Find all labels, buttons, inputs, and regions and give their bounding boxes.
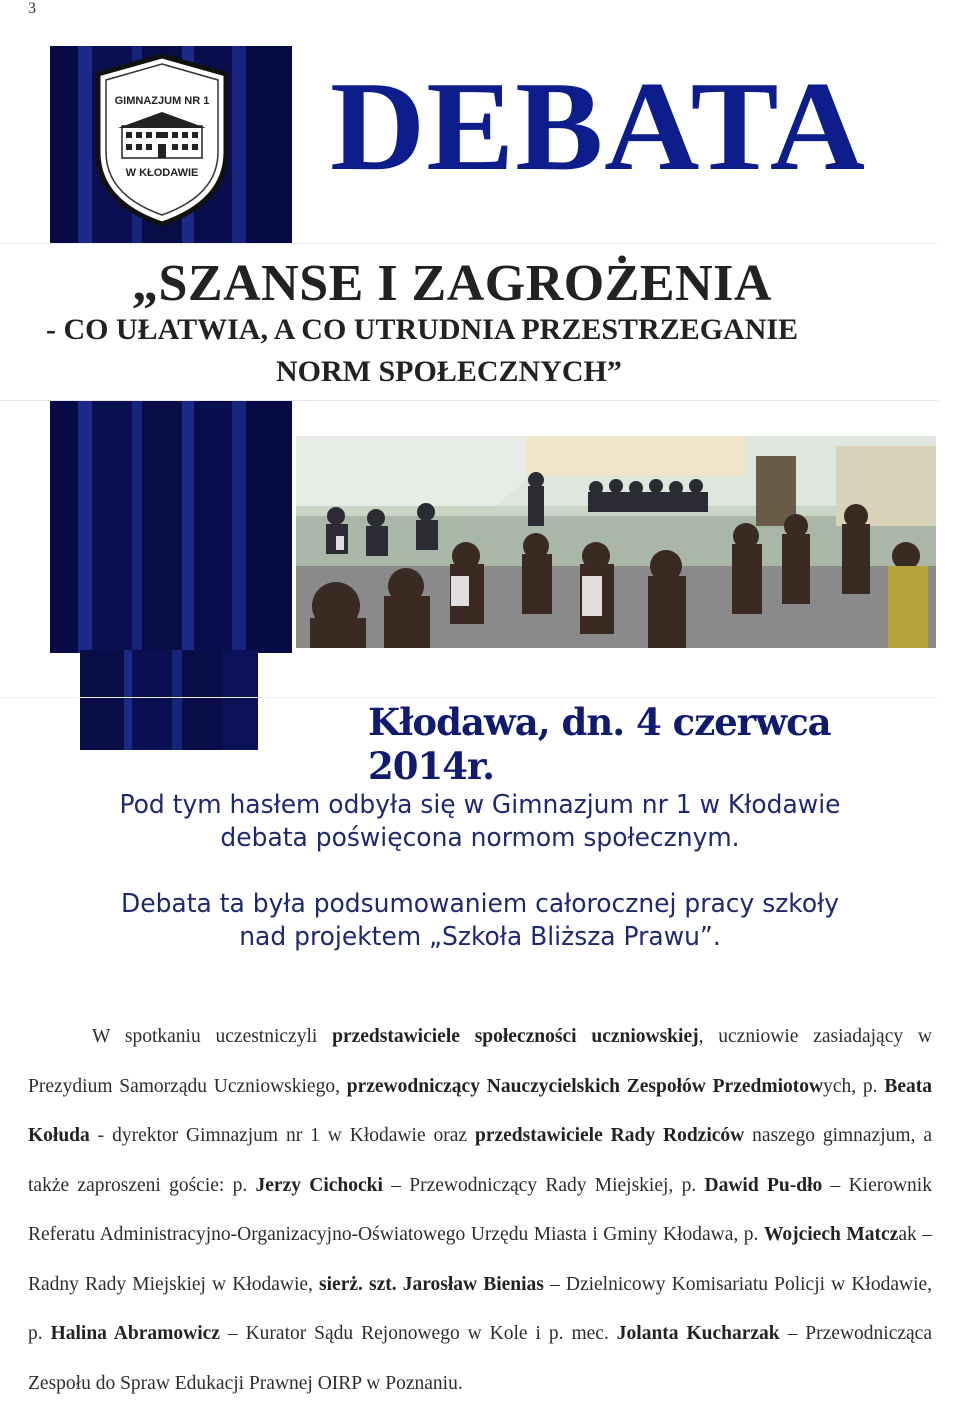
body-paragraph — [28, 1012, 932, 1408]
debate-photo — [296, 436, 936, 648]
page-number: 3 — [28, 0, 36, 17]
lead-paragraph-1-line-2: debata poświęcona normom społecznym. — [220, 823, 740, 853]
body-bold-segment: przedstawiciele Rady Rodziców — [474, 1125, 745, 1146]
body-text-segment: – Przewodnicząca Zespołu do Spraw Edukacji Prawnej OIRP w Poznaniu. — [28, 1323, 932, 1394]
body-bold-segment: Beata Kołuda — [28, 1075, 932, 1146]
stripe-decoration-middle — [50, 398, 292, 653]
body-bold-segment: sierż. szt. Jarosław Bienias — [319, 1273, 544, 1295]
banner-headline: „SZANSE I ZAGROŻENIA — [132, 255, 772, 312]
body-bold-segment: przewodniczący Nauczycielskich Zespołów Przedmiotow — [346, 1075, 824, 1097]
lead-paragraph-1-line-1: Pod tym hasłem odbyła się w Gimnazjum nr 1 w Kłodawie — [119, 790, 841, 820]
body-text-segment: – Kierownik Referatu Administracyjno-Organizacyjno-Oświatowego Urzędu Miasta i Gminy Kłodawa, p. — [28, 1174, 932, 1245]
lead-paragraph-2-line-2: nad projektem „Szkoła Bliższa Prawu”. — [239, 922, 721, 952]
body-bold-segment: Halina Abramowicz — [50, 1323, 220, 1344]
body-text-segment: - dyrektor Gimnazjum nr 1 w Kłodawie oraz — [89, 1125, 475, 1146]
banner-subline-2: NORM SPOŁECZNYCH” — [276, 355, 622, 388]
body-bold-segment: przedstawiciele społeczności uczniowskiej — [332, 1026, 699, 1047]
body-text-segment: – Dzielnicowy Komisariatu Policji w Kłodawie, p. — [28, 1273, 933, 1344]
event-date: Kłodawa, dn. 4 czerwca 2014r. — [368, 700, 831, 788]
body-text-segment: naszego gimnazjum, a także zaproszeni goście: p. — [28, 1125, 933, 1196]
document-title: DEBATA — [330, 55, 867, 197]
banner-subline-1: - CO UŁATWIA, A CO UTRUDNIA PRZESTRZEGANIE — [46, 313, 799, 346]
body-bold-segment: Jolanta Kucharzak — [616, 1323, 780, 1344]
body-text-segment: W spotkaniu uczestniczyli — [92, 1026, 333, 1047]
body-text-segment: – Przewodniczący Rady Miejskiej, p. — [382, 1174, 705, 1196]
body-text-segment: – Kurator Sądu Rejonowego w Kole i p. mec. — [219, 1323, 617, 1344]
school-badge-logo — [92, 52, 232, 228]
body-text-segment: ych, p. — [823, 1075, 885, 1097]
badge-line2: W KŁODAWIE — [125, 167, 199, 179]
body-text-segment: , uczniowie zasiadający w Prezydium Samorządu Uczniowskiego, — [28, 1026, 932, 1097]
body-bold-segment: Dawid Pu-dło — [704, 1174, 823, 1196]
body-bold-segment: Jerzy Cichocki — [255, 1174, 383, 1196]
lead-paragraph-2-line-1: Debata ta była podsumowaniem całorocznej pracy szkoły — [121, 889, 839, 919]
badge-line1: GIMNAZJUM NR 1 — [114, 95, 210, 107]
body-bold-segment: Wojciech Matcz — [763, 1224, 899, 1245]
body-text-segment: ak – Radny Rady Miejskiej w Kłodawie, — [28, 1224, 933, 1295]
